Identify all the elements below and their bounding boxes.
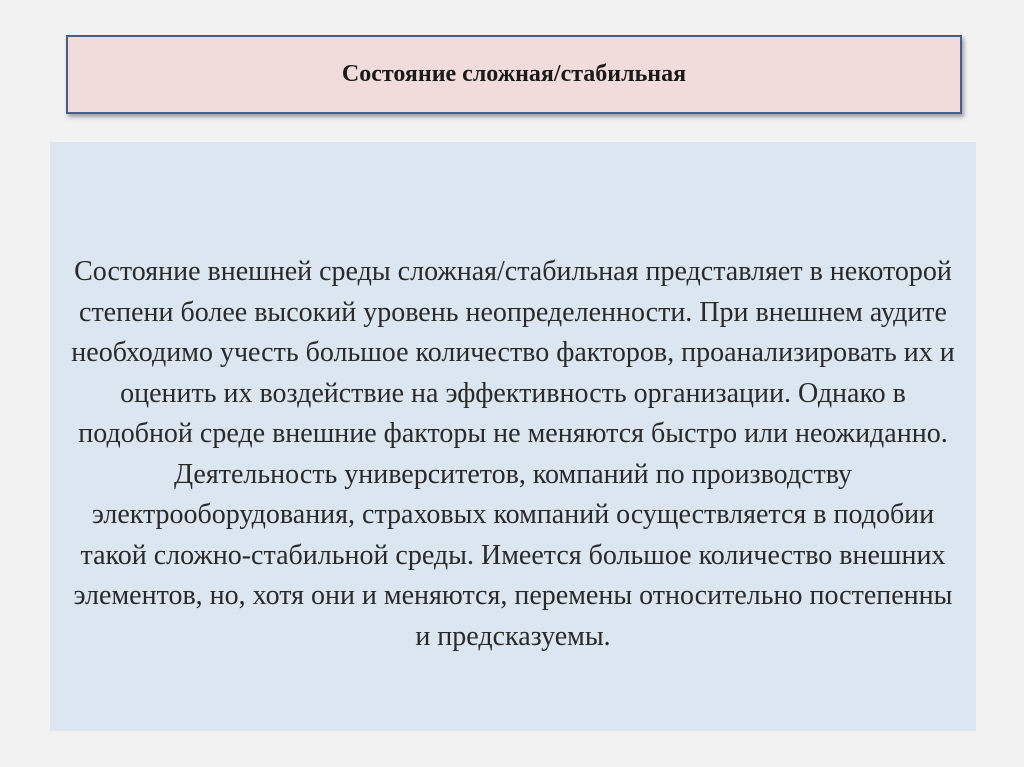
title-box: [66, 35, 962, 114]
slide-title: Состояние сложная/стабильная: [341, 61, 687, 87]
body-text: Состояние внешней среды сложная/стабильная представляет в некоторой степени более высокий уровень неопределенности. При внешнем аудите необходимо учесть большое количество факторов, проанализировать их и оценить их воздействие на эффективность организации. Однако в подобной среде внешние факторы не меняются быстро или неожиданно. Деятельность университетов, компаний по производству электрооборудования, страховых компаний осуществляется в подобии такой сложно-стабильной среды. Имеется большое количество внешних элементов, но, хотя они и меняются, перемены относительно постепенны и предсказуемы.: [71, 256, 955, 652]
content-box: [50, 142, 976, 731]
